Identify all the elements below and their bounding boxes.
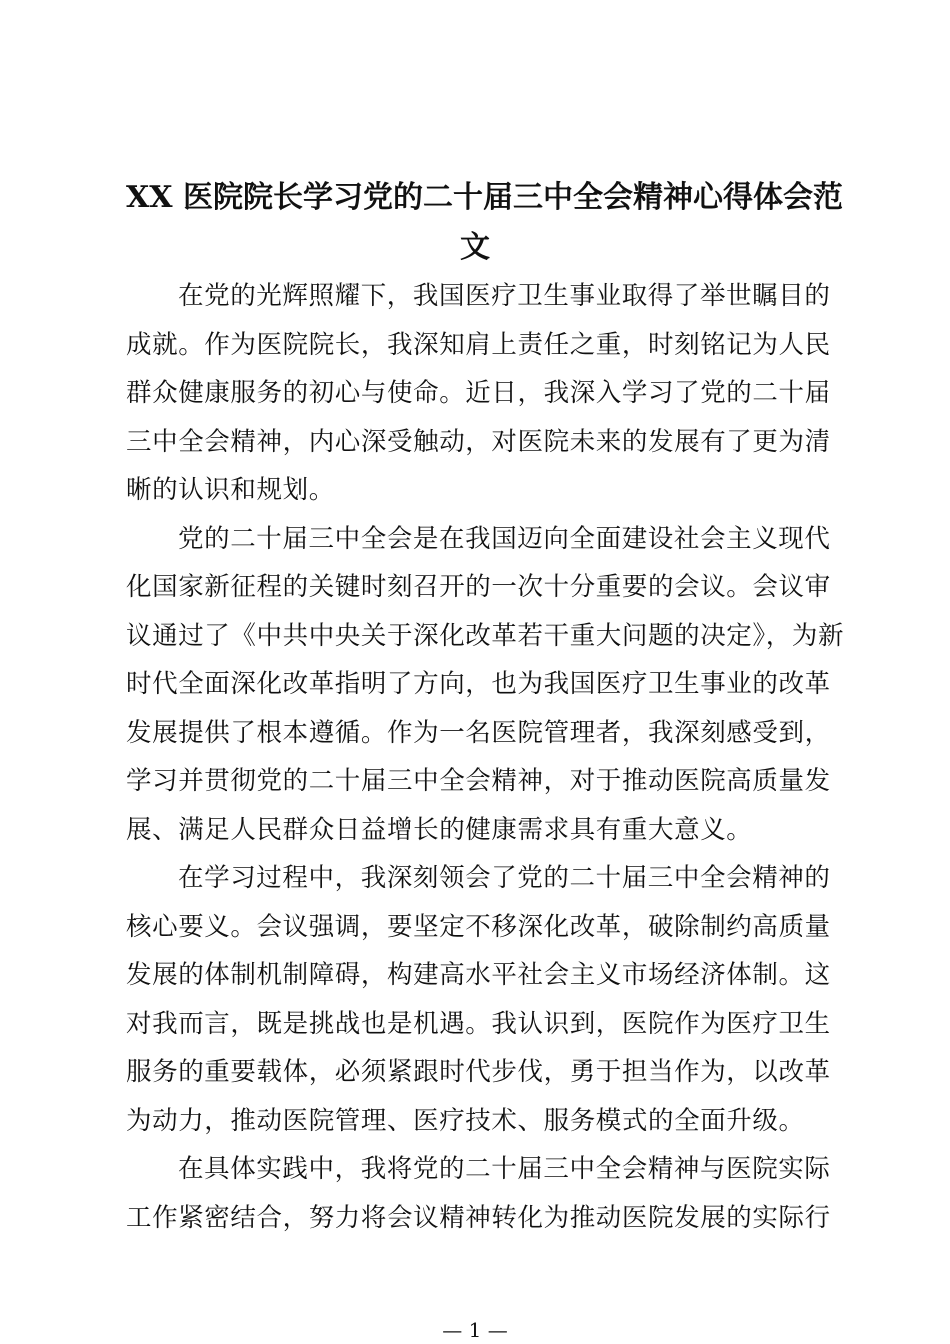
page-number: — 1 — — [442, 1318, 508, 1342]
text-line: 在学习过程中，我深刻领会了党的二十届三中全会精神的 — [178, 863, 831, 893]
text-line: 成就。作为医院院长，我深知肩上责任之重，时刻铭记为人民 — [126, 329, 831, 360]
text-line: 晰的认识和规划。 — [126, 475, 335, 505]
document-body — [126, 272, 845, 1242]
text-line: 发展提供了根本遵循。作为一名医院管理者，我深刻感受到， — [126, 717, 831, 748]
text-line: 时代全面深化改革指明了方向，也为我国医疗卫生事业的改革 — [126, 669, 831, 699]
text-line: 发展的体制机制障碍，构建高水平社会主义市场经济体制。这 — [126, 960, 831, 990]
text-line: 学习并贯彻党的二十届三中全会精神，对于推动医院高质量发 — [126, 766, 831, 796]
text-line: 工作紧密结合，努力将会议精神转化为推动医院发展的实际行 — [126, 1202, 831, 1233]
text-line: 核心要义。会议强调，要坚定不移深化改革，破除制约高质量 — [126, 911, 831, 942]
text-line: 服务的重要载体，必须紧跟时代步伐，勇于担当作为，以改革 — [126, 1057, 831, 1087]
document-title-line-2: 文 — [460, 230, 490, 265]
text-line: 在具体实践中，我将党的二十届三中全会精神与医院实际 — [178, 1154, 831, 1184]
text-line: 议通过了《中共中央关于深化改革若干重大问题的决定》，为新 — [126, 620, 845, 651]
text-line: 在党的光辉照耀下，我国医疗卫生事业取得了举世瞩目的 — [178, 281, 831, 311]
text-line: 为动力，推动医院管理、医疗技术、服务模式的全面升级。 — [126, 1105, 805, 1136]
text-line: 党的二十届三中全会是在我国迈向全面建设社会主义现代 — [178, 523, 831, 554]
text-line: 展、满足人民群众日益增长的健康需求具有重大意义。 — [126, 814, 753, 845]
text-line: 群众健康服务的初心与使命。近日，我深入学习了党的二十届 — [126, 378, 831, 408]
text-line: 对我而言，既是挑战也是机遇。我认识到，医院作为医疗卫生 — [126, 1008, 831, 1039]
document-title-line-1: XX 医院院长学习党的二十届三中全会精神心得体会范 — [126, 180, 843, 215]
text-line: 三中全会精神，内心深受触动，对医院未来的发展有了更为清 — [126, 426, 831, 457]
text-line: 化国家新征程的关键时刻召开的一次十分重要的会议。会议审 — [126, 572, 831, 602]
